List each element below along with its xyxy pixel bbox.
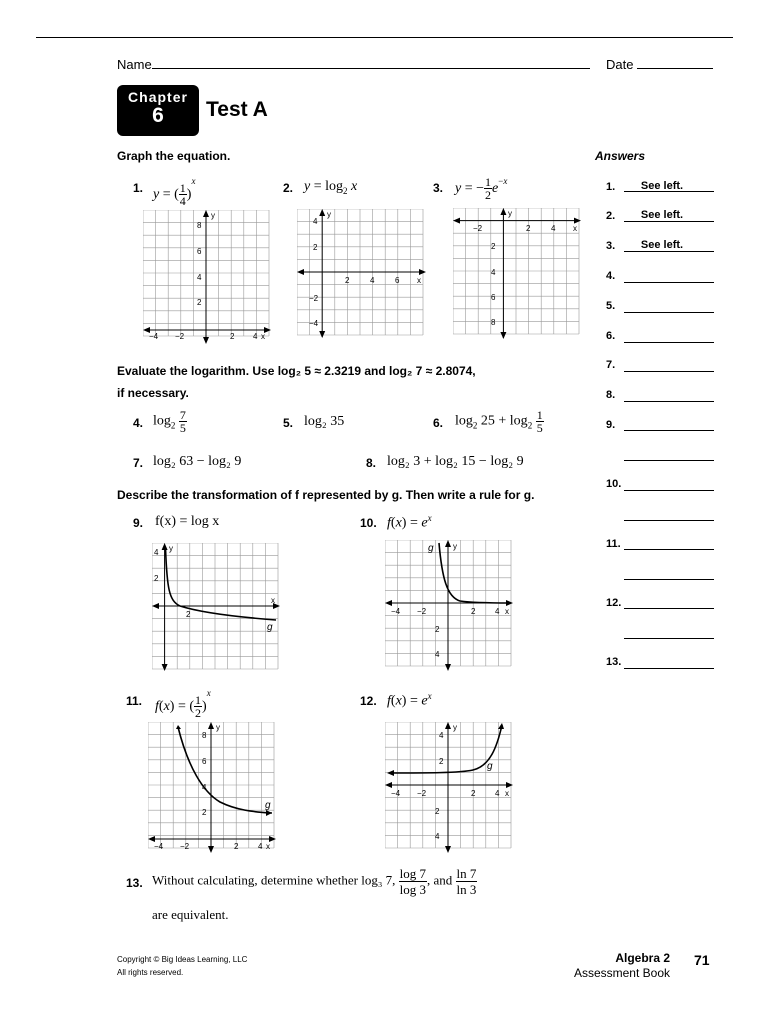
chapter-word: Chapter bbox=[128, 89, 188, 105]
fraction-2-numerator: ln 7 bbox=[456, 866, 477, 881]
name-label: Name bbox=[117, 57, 152, 72]
answer-1-number: 1. bbox=[606, 181, 616, 193]
problem-11-number: 11. bbox=[126, 694, 143, 708]
svg-text:2: 2 bbox=[186, 610, 191, 619]
problem-3-number: 3. bbox=[433, 181, 444, 195]
svg-text:2: 2 bbox=[154, 574, 159, 583]
svg-text:4: 4 bbox=[551, 224, 556, 233]
answer-9-line-1[interactable] bbox=[624, 418, 714, 431]
svg-text:x: x bbox=[505, 607, 509, 616]
graph-3 bbox=[453, 208, 581, 339]
answers-title: Answers bbox=[595, 149, 646, 163]
svg-text:2: 2 bbox=[313, 243, 318, 252]
problem-3-equation: y = − $\frac{1}{2}$ $e^{-x}$ bbox=[455, 175, 508, 203]
svg-text:2: 2 bbox=[471, 789, 476, 798]
graph-11-g-label: g bbox=[265, 800, 271, 811]
svg-text:8: 8 bbox=[202, 731, 207, 740]
answer-10-line-1[interactable] bbox=[624, 478, 714, 491]
problem-11-expression: f(x) = ( $\frac{1}{2}$ )$^x$ bbox=[155, 688, 211, 721]
date-label: Date bbox=[606, 57, 634, 72]
svg-text:−2: −2 bbox=[417, 607, 427, 616]
problem-1-number: 1. bbox=[133, 181, 144, 195]
svg-text:4: 4 bbox=[495, 789, 500, 798]
svg-text:4: 4 bbox=[495, 607, 500, 616]
svg-text:2: 2 bbox=[471, 607, 476, 616]
svg-text:6: 6 bbox=[197, 247, 202, 256]
problem-6-number: 6. bbox=[433, 416, 444, 430]
problem-12-number: 12. bbox=[360, 694, 377, 708]
answer-5-number: 5. bbox=[606, 300, 616, 312]
answer-11-number: 11. bbox=[606, 538, 621, 550]
svg-text:y: y bbox=[211, 211, 215, 220]
problem-10-expression: $f(x) = e^x$ bbox=[387, 513, 432, 531]
answer-3-value: See left. bbox=[640, 239, 684, 251]
problem-9-number: 9. bbox=[133, 516, 144, 530]
svg-text:4: 4 bbox=[258, 842, 263, 851]
svg-text:2: 2 bbox=[435, 625, 440, 634]
page-number: 71 bbox=[694, 952, 710, 968]
svg-text:4: 4 bbox=[370, 276, 375, 285]
problem-6-expression: $\log_2 25 + \log_2$ $\frac{1}{5}$ bbox=[455, 408, 543, 435]
fraction-1-numerator: log 7 bbox=[399, 866, 426, 881]
problem-10-number: 10. bbox=[360, 516, 377, 530]
problem-5-expression: log₂ 35 bbox=[304, 414, 345, 429]
answer-12-number: 12. bbox=[606, 597, 622, 609]
svg-text:2: 2 bbox=[230, 332, 235, 341]
problem-1-equation: y = ( $\frac{1}{4}$ )$^x$ bbox=[153, 176, 196, 209]
svg-text:x: x bbox=[505, 789, 509, 798]
svg-text:x: x bbox=[271, 596, 275, 605]
section2-instruction-line2: if necessary. bbox=[117, 386, 189, 400]
problem-13-fraction-2 bbox=[456, 866, 478, 897]
graph-9 bbox=[152, 543, 280, 671]
answer-4-number: 4. bbox=[606, 270, 616, 282]
problem-2-number: 2. bbox=[283, 181, 294, 195]
problem-5-number: 5. bbox=[283, 416, 294, 430]
svg-text:8: 8 bbox=[197, 221, 202, 230]
answer-10-number: 10. bbox=[606, 478, 622, 490]
problem-13-number: 13. bbox=[126, 876, 143, 890]
svg-text:−2: −2 bbox=[417, 789, 427, 798]
answer-11-line-2[interactable] bbox=[624, 567, 714, 580]
footer-book-title: Algebra 2 bbox=[615, 951, 670, 965]
footer-rights: All rights reserved. bbox=[117, 968, 184, 977]
fraction-2-denominator: ln 3 bbox=[456, 882, 477, 897]
svg-text:−2: −2 bbox=[175, 332, 185, 341]
answer-8-line[interactable] bbox=[624, 389, 714, 402]
problem-2-equation: $y = \log_2 x$ bbox=[304, 179, 358, 196]
answer-7-line[interactable] bbox=[624, 359, 714, 372]
svg-text:−2: −2 bbox=[473, 224, 483, 233]
svg-text:y: y bbox=[453, 723, 457, 732]
graph-11 bbox=[148, 722, 276, 853]
problem-8-number: 8. bbox=[366, 456, 377, 470]
problem-13-text-a: Without calculating, determine whether bbox=[152, 872, 358, 888]
answer-5-line[interactable] bbox=[624, 300, 714, 313]
svg-text:2: 2 bbox=[526, 224, 531, 233]
problem-7-number: 7. bbox=[133, 456, 144, 470]
svg-text:−4: −4 bbox=[149, 332, 159, 341]
svg-text:y: y bbox=[169, 544, 173, 553]
svg-text:−4: −4 bbox=[309, 319, 319, 328]
problem-13-text: Without calculating, determine whether log₃ 7, $\frac{\log 7}{\log 3}$ , and $\frac{\ln 7}{\ln 3}$ bbox=[152, 866, 477, 897]
svg-text:4: 4 bbox=[154, 548, 159, 557]
section2-instruction-line1: Evaluate the logarithm. Use log₂ 5 ≈ 2.3219 and log₂ 7 ≈ 2.8074, bbox=[117, 364, 476, 378]
svg-text:4: 4 bbox=[439, 731, 444, 740]
answer-12-line-1[interactable] bbox=[624, 596, 714, 609]
svg-text:6: 6 bbox=[395, 276, 400, 285]
footer-book-subtitle: Assessment Book bbox=[573, 966, 670, 980]
answer-13-line[interactable] bbox=[624, 656, 714, 669]
answer-3-number: 3. bbox=[606, 240, 616, 252]
svg-text:2: 2 bbox=[234, 842, 239, 851]
svg-text:x: x bbox=[417, 276, 421, 285]
answer-13-number: 13. bbox=[606, 656, 622, 668]
svg-text:−2: −2 bbox=[309, 294, 319, 303]
svg-text:4: 4 bbox=[253, 332, 258, 341]
svg-text:2: 2 bbox=[202, 808, 207, 817]
answer-9-number: 9. bbox=[606, 419, 616, 431]
svg-text:2: 2 bbox=[439, 757, 444, 766]
answer-7-number: 7. bbox=[606, 359, 616, 371]
answer-10-line-2[interactable] bbox=[624, 508, 714, 521]
answer-4-line[interactable] bbox=[624, 270, 714, 283]
problem-13-text-b: log₃ 7, bbox=[361, 872, 396, 888]
section1-instruction: Graph the equation. bbox=[117, 149, 231, 163]
problem-4-expression: $\log_2$ $\frac{7}{5}$ bbox=[153, 408, 186, 435]
date-blank[interactable] bbox=[637, 55, 713, 69]
svg-text:4: 4 bbox=[197, 273, 202, 282]
svg-text:−4: −4 bbox=[154, 842, 164, 851]
svg-text:6: 6 bbox=[491, 293, 496, 302]
svg-text:4: 4 bbox=[435, 650, 440, 659]
answer-2-number: 2. bbox=[606, 210, 616, 222]
svg-text:4: 4 bbox=[435, 832, 440, 841]
problem-12-expression: $f(x) = e^x$ bbox=[387, 691, 432, 709]
svg-text:y: y bbox=[453, 542, 457, 551]
svg-text:x: x bbox=[261, 332, 265, 341]
problem-13-text-c: and bbox=[433, 872, 453, 888]
svg-text:x: x bbox=[573, 224, 577, 233]
top-rule bbox=[36, 37, 733, 38]
problem-7-expression: log₂ 63 − log₂ 9 bbox=[153, 454, 242, 469]
svg-text:2: 2 bbox=[197, 298, 202, 307]
answer-11-line-1[interactable] bbox=[624, 537, 714, 550]
graph-12 bbox=[385, 722, 513, 853]
svg-text:x: x bbox=[266, 842, 270, 851]
problem-4-number: 4. bbox=[133, 416, 144, 430]
graph-1 bbox=[143, 210, 271, 344]
test-title: Test A bbox=[206, 98, 268, 121]
graph-9-g-label: g bbox=[267, 622, 273, 633]
svg-text:8: 8 bbox=[491, 318, 496, 327]
answer-1-value: See left. bbox=[640, 180, 684, 192]
svg-text:4: 4 bbox=[313, 217, 318, 226]
problem-9-expression: f(x) = log x bbox=[155, 514, 220, 529]
svg-text:6: 6 bbox=[202, 757, 207, 766]
graph-12-g-label: g bbox=[487, 761, 493, 772]
problem-13-text-d: are equivalent. bbox=[152, 907, 229, 922]
chapter-number: 6 bbox=[152, 104, 164, 127]
svg-text:y: y bbox=[327, 210, 331, 219]
answer-8-number: 8. bbox=[606, 389, 616, 401]
section3-instruction: Describe the transformation of f represented by g. Then write a rule for g. bbox=[117, 488, 535, 502]
name-field[interactable] bbox=[117, 55, 590, 72]
footer-copyright: Copyright © Big Ideas Learning, LLC bbox=[117, 955, 248, 964]
svg-text:−4: −4 bbox=[391, 789, 401, 798]
chapter-badge bbox=[117, 85, 199, 136]
graph-10-g-label: g bbox=[428, 543, 434, 554]
answer-12-line-2[interactable] bbox=[624, 626, 714, 639]
svg-text:4: 4 bbox=[491, 268, 496, 277]
svg-text:y: y bbox=[508, 209, 512, 218]
answer-6-number: 6. bbox=[606, 330, 616, 342]
date-field[interactable] bbox=[606, 55, 713, 72]
svg-text:2: 2 bbox=[435, 807, 440, 816]
svg-text:y: y bbox=[216, 723, 220, 732]
svg-text:4: 4 bbox=[202, 783, 207, 792]
fraction-1-denominator: log 3 bbox=[399, 882, 426, 897]
answer-6-line[interactable] bbox=[624, 330, 714, 343]
svg-text:−2: −2 bbox=[180, 842, 190, 851]
svg-text:−4: −4 bbox=[391, 607, 401, 616]
answer-9-line-2[interactable] bbox=[624, 448, 714, 461]
problem-8-expression: log₂ 3 + log₂ 15 − log₂ 9 bbox=[387, 454, 524, 469]
problem-13-fraction-1 bbox=[399, 866, 427, 897]
name-blank[interactable] bbox=[152, 55, 590, 69]
graph-10 bbox=[385, 540, 513, 671]
svg-text:2: 2 bbox=[345, 276, 350, 285]
answer-2-value: See left. bbox=[640, 209, 684, 221]
svg-text:2: 2 bbox=[491, 242, 496, 251]
graph-2 bbox=[297, 209, 426, 338]
